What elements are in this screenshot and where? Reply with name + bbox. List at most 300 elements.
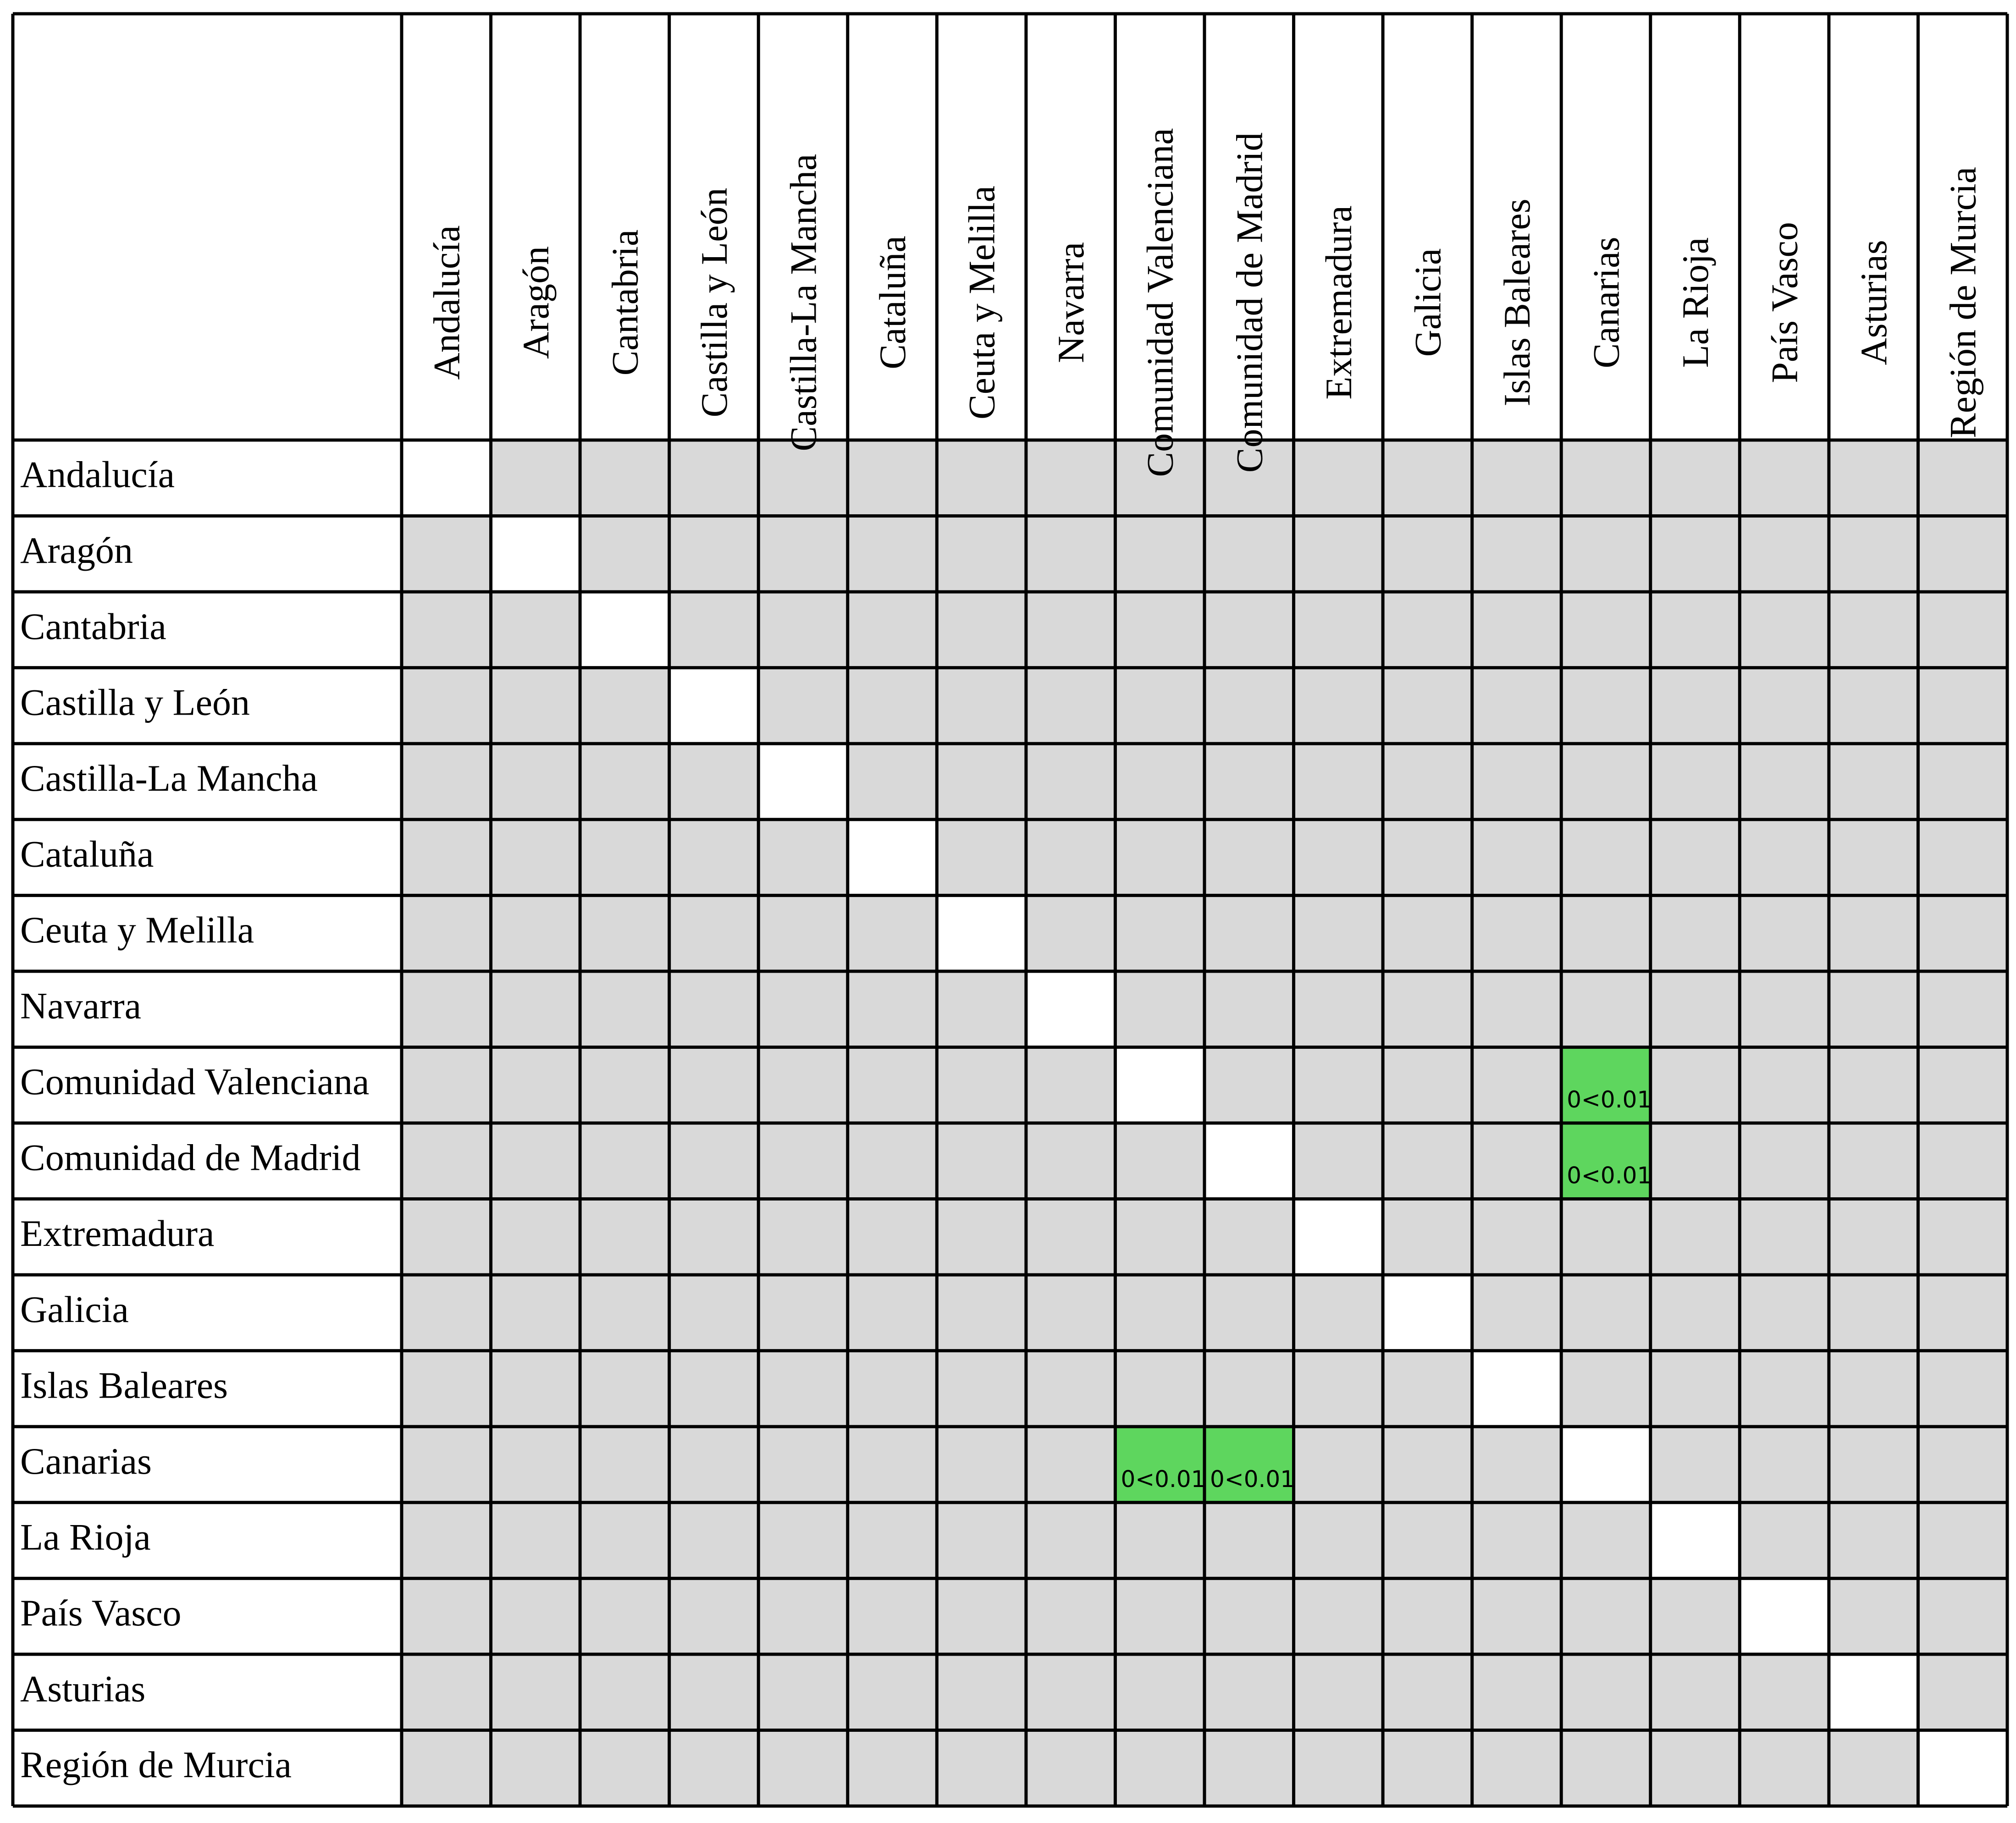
matrix-cell (669, 1426, 759, 1503)
matrix-cell (848, 1275, 937, 1351)
matrix-cell (1383, 1123, 1472, 1199)
row-label: Islas Baleares (20, 1364, 228, 1406)
matrix-cell (1561, 1351, 1651, 1427)
column-label: Cantabria (604, 229, 646, 376)
matrix-cell (1026, 1275, 1116, 1351)
matrix-cell (1472, 1730, 1562, 1806)
matrix-cell (1918, 592, 2007, 668)
matrix-cell (1829, 1275, 1918, 1351)
matrix-cell (1561, 895, 1651, 971)
matrix-cell (1829, 1351, 1918, 1427)
matrix-cell-diagonal (1651, 1503, 1740, 1579)
matrix-cell (1383, 440, 1472, 516)
matrix-cell (1472, 1047, 1562, 1123)
matrix-cell (1561, 440, 1651, 516)
row-label: Navarra (20, 985, 142, 1027)
column-label: Asturias (1853, 240, 1895, 365)
matrix-cell (1026, 1503, 1116, 1579)
matrix-cell (1472, 1275, 1562, 1351)
matrix-cell (1383, 1730, 1472, 1806)
matrix-cell (491, 1047, 580, 1123)
matrix-cell (669, 895, 759, 971)
matrix-cell (1651, 1578, 1740, 1654)
matrix-cell (1026, 1123, 1116, 1199)
row-label: Cataluña (20, 833, 154, 875)
matrix-cell (1204, 1047, 1294, 1123)
matrix-cell (1294, 1275, 1383, 1351)
matrix-cell (491, 592, 580, 668)
matrix-cell (758, 820, 848, 896)
row-label: Aragón (20, 529, 133, 572)
row-label: Castilla-La Mancha (20, 757, 318, 799)
matrix-cell (1472, 1654, 1562, 1730)
matrix-cell (1026, 744, 1116, 820)
matrix-cell (1472, 1426, 1562, 1503)
column-label: Aragón (514, 246, 557, 359)
column-label: La Rioja (1674, 237, 1717, 368)
matrix-cell (758, 1503, 848, 1579)
matrix-cell (1561, 820, 1651, 896)
matrix-cell (1651, 1654, 1740, 1730)
matrix-cell (1115, 1654, 1204, 1730)
matrix-cell (937, 744, 1026, 820)
matrix-cell (1294, 1578, 1383, 1654)
matrix-cell (1383, 744, 1472, 820)
matrix-cell (758, 1123, 848, 1199)
matrix-cell (1026, 440, 1116, 516)
matrix-cell (1026, 1426, 1116, 1503)
matrix-cell (937, 1047, 1026, 1123)
matrix-cell (402, 516, 491, 592)
matrix-cell (1472, 820, 1562, 896)
matrix-cell-diagonal (937, 895, 1026, 971)
matrix-cell (1383, 1654, 1472, 1730)
matrix-cell (758, 971, 848, 1047)
matrix-cell (491, 1351, 580, 1427)
row-label: Castilla y León (20, 681, 250, 723)
matrix-cell (1026, 895, 1116, 971)
matrix-cell (1472, 1578, 1562, 1654)
matrix-cell (402, 820, 491, 896)
matrix-cell (1204, 1654, 1294, 1730)
matrix-cell-diagonal (1294, 1199, 1383, 1275)
matrix-cell (1918, 1654, 2007, 1730)
matrix-cell (669, 1654, 759, 1730)
matrix-cell (1204, 1730, 1294, 1806)
matrix-cell (1740, 1275, 1829, 1351)
column-label: Canarias (1585, 237, 1627, 369)
matrix-cell (1918, 440, 2007, 516)
matrix-cell (1115, 1351, 1204, 1427)
matrix-cell (402, 1351, 491, 1427)
matrix-cell (1561, 592, 1651, 668)
matrix-cell (491, 971, 580, 1047)
matrix-cell (1294, 971, 1383, 1047)
matrix-cell (937, 1730, 1026, 1806)
matrix-cell (491, 820, 580, 896)
matrix-cell (1651, 516, 1740, 592)
matrix-cell (1561, 971, 1651, 1047)
matrix-cell (1918, 971, 2007, 1047)
matrix-cell (669, 744, 759, 820)
matrix-cell (1651, 971, 1740, 1047)
matrix-cell (580, 820, 669, 896)
matrix-cell (1026, 1199, 1116, 1275)
matrix-cell (491, 744, 580, 820)
matrix-cell (669, 971, 759, 1047)
column-label: País Vasco (1763, 222, 1806, 383)
matrix-cell (1294, 820, 1383, 896)
matrix-cell (1115, 668, 1204, 744)
matrix-cell (937, 971, 1026, 1047)
matrix-cell (1026, 1047, 1116, 1123)
matrix-cell (937, 1578, 1026, 1654)
matrix-cell (1472, 971, 1562, 1047)
column-label: Cataluña (872, 236, 914, 369)
matrix-cell (1115, 1730, 1204, 1806)
cell-value-label: 0<0.01 (1567, 1086, 1652, 1113)
row-label: Región de Murcia (20, 1744, 292, 1786)
matrix-cell (580, 895, 669, 971)
matrix-cell (1651, 895, 1740, 971)
matrix-cell (1115, 592, 1204, 668)
matrix-cell (1829, 1503, 1918, 1579)
matrix-cell (402, 1503, 491, 1579)
matrix-cell (1740, 1654, 1829, 1730)
matrix-cell (580, 1199, 669, 1275)
matrix-cell (580, 1351, 669, 1427)
matrix-cell (402, 1123, 491, 1199)
matrix-cell (848, 1426, 937, 1503)
matrix-cell (580, 1275, 669, 1351)
matrix-cell (1651, 1123, 1740, 1199)
matrix-cell (1472, 516, 1562, 592)
row-label: Ceuta y Melilla (20, 909, 254, 951)
matrix-cell (1383, 668, 1472, 744)
matrix-cell (402, 895, 491, 971)
matrix-cell (1740, 971, 1829, 1047)
matrix-cell (1651, 820, 1740, 896)
column-label: Extremadura (1317, 205, 1359, 400)
row-label: País Vasco (20, 1592, 182, 1634)
row-label: Galicia (20, 1288, 129, 1330)
row-label: Cantabria (20, 605, 166, 647)
matrix-cell (669, 1199, 759, 1275)
matrix-cell (1651, 1730, 1740, 1806)
matrix-cell (848, 440, 937, 516)
matrix-cell (1740, 1123, 1829, 1199)
matrix-cell-diagonal (1561, 1426, 1651, 1503)
matrix-cell (758, 1426, 848, 1503)
matrix-cell (1294, 1730, 1383, 1806)
matrix-cell (1294, 895, 1383, 971)
matrix-cell (1383, 895, 1472, 971)
matrix-cell (402, 971, 491, 1047)
cell-value-label: 0<0.01 (1567, 1162, 1652, 1189)
matrix-cell-diagonal (402, 440, 491, 516)
matrix-cell (1383, 820, 1472, 896)
matrix-cell (491, 1503, 580, 1579)
matrix-cell (1472, 440, 1562, 516)
matrix-cell (1026, 592, 1116, 668)
matrix-cell (1472, 1199, 1562, 1275)
matrix-cell (937, 1426, 1026, 1503)
column-label: Andalucía (425, 225, 468, 380)
matrix-cell (402, 1730, 491, 1806)
matrix-cell (1204, 820, 1294, 896)
matrix-cell (848, 1654, 937, 1730)
matrix-cell (1294, 1654, 1383, 1730)
matrix-cell (1829, 1426, 1918, 1503)
matrix-cell (1294, 516, 1383, 592)
matrix-cell (1115, 820, 1204, 896)
matrix-cell (580, 440, 669, 516)
column-label: Comunidad de Madrid (1228, 132, 1270, 473)
matrix-cell (1651, 668, 1740, 744)
matrix-cell (402, 1275, 491, 1351)
matrix-cell-diagonal (1026, 971, 1116, 1047)
matrix-cell (402, 1578, 491, 1654)
matrix-cell (1651, 440, 1740, 516)
matrix-cell (848, 668, 937, 744)
matrix-cell (1472, 895, 1562, 971)
matrix-cell (669, 1730, 759, 1806)
matrix-cell (1740, 1351, 1829, 1427)
matrix-cell (937, 592, 1026, 668)
matrix-cell (1918, 1351, 2007, 1427)
matrix-cell (1829, 1730, 1918, 1806)
matrix-cell-diagonal (669, 668, 759, 744)
matrix-cell (1918, 895, 2007, 971)
matrix-cell (1740, 1426, 1829, 1503)
matrix-cell (758, 1047, 848, 1123)
matrix-cell (937, 440, 1026, 516)
cell-value-label: 0<0.01 (1121, 1465, 1206, 1493)
matrix-cell (580, 1123, 669, 1199)
matrix-cell (758, 1730, 848, 1806)
column-label: Región de Murcia (1942, 166, 1984, 439)
matrix-cell (1829, 895, 1918, 971)
matrix-cell (937, 820, 1026, 896)
matrix-cell (1294, 1503, 1383, 1579)
matrix-cell (1204, 592, 1294, 668)
matrix-cell-diagonal (1383, 1275, 1472, 1351)
matrix-cell (580, 971, 669, 1047)
matrix-cell (580, 1654, 669, 1730)
matrix-cell-diagonal (1472, 1351, 1562, 1427)
matrix-cell (1204, 744, 1294, 820)
matrix-cell (937, 668, 1026, 744)
matrix-cell-diagonal (758, 744, 848, 820)
column-label: Castilla-La Mancha (782, 154, 824, 452)
matrix-cell (1204, 1199, 1294, 1275)
row-label: Comunidad de Madrid (20, 1136, 361, 1179)
matrix-cell (1294, 1047, 1383, 1123)
matrix-cell (580, 1730, 669, 1806)
matrix-cell (1383, 1351, 1472, 1427)
matrix-cell (1561, 1578, 1651, 1654)
matrix-cell (848, 895, 937, 971)
matrix-cell (1472, 592, 1562, 668)
matrix-cell (937, 1503, 1026, 1579)
matrix-cell (1740, 895, 1829, 971)
matrix-cell (1918, 1503, 2007, 1579)
matrix-cell (1740, 744, 1829, 820)
matrix-cell (1651, 1351, 1740, 1427)
matrix-cell (669, 1047, 759, 1123)
row-label: Canarias (20, 1440, 152, 1482)
matrix-cell (669, 820, 759, 896)
matrix-cell (937, 1123, 1026, 1199)
matrix-cell (1294, 592, 1383, 668)
matrix-cell (1918, 1426, 2007, 1503)
matrix-cell (848, 1730, 937, 1806)
row-label: Asturias (20, 1668, 146, 1710)
matrix-cell (491, 1426, 580, 1503)
matrix-cell (669, 1123, 759, 1199)
matrix-cell (848, 1047, 937, 1123)
matrix-cell (402, 744, 491, 820)
matrix-cell (491, 1275, 580, 1351)
matrix-cell-diagonal (848, 820, 937, 896)
matrix-cell (1294, 440, 1383, 516)
matrix-cell (1918, 1578, 2007, 1654)
matrix-cell (1383, 1047, 1472, 1123)
matrix-cell (1383, 1503, 1472, 1579)
matrix-cell (758, 1275, 848, 1351)
matrix-cell (580, 1047, 669, 1123)
matrix-cell (402, 1047, 491, 1123)
matrix-cell (848, 1578, 937, 1654)
matrix-cell (1829, 668, 1918, 744)
matrix-cell (848, 1123, 937, 1199)
matrix-cell (1115, 895, 1204, 971)
matrix-cell (758, 1351, 848, 1427)
matrix-cell (1918, 668, 2007, 744)
matrix-cell (491, 1123, 580, 1199)
matrix-cell (1383, 1426, 1472, 1503)
matrix-cell (848, 744, 937, 820)
matrix-cell (1294, 668, 1383, 744)
matrix-cell (1740, 592, 1829, 668)
column-label: Islas Baleares (1496, 198, 1538, 407)
row-label: Andalucía (20, 453, 175, 496)
matrix-cell (1561, 1654, 1651, 1730)
matrix-cell (1740, 820, 1829, 896)
matrix-cell (1472, 744, 1562, 820)
matrix-cell (1026, 1578, 1116, 1654)
matrix-cell (669, 1275, 759, 1351)
matrix-cell (402, 1426, 491, 1503)
matrix-cell (1383, 592, 1472, 668)
matrix-cell (937, 1654, 1026, 1730)
matrix-cell (937, 516, 1026, 592)
matrix-cell (758, 1654, 848, 1730)
matrix-cell (1115, 1578, 1204, 1654)
matrix-cell (1829, 1047, 1918, 1123)
matrix-cell (758, 1199, 848, 1275)
matrix-cell (1204, 668, 1294, 744)
matrix-cell-diagonal (1918, 1730, 2007, 1806)
matrix-cell (491, 1578, 580, 1654)
matrix-cell (1829, 592, 1918, 668)
matrix-cell (1829, 744, 1918, 820)
matrix-cell (848, 1199, 937, 1275)
matrix-cell (1829, 1199, 1918, 1275)
matrix-cell (1115, 971, 1204, 1047)
matrix-cell (848, 971, 937, 1047)
matrix-cell (848, 1351, 937, 1427)
matrix-cell (1472, 1503, 1562, 1579)
column-label: Comunidad Valenciana (1139, 128, 1181, 477)
matrix-cell (1651, 744, 1740, 820)
matrix-cell (1651, 1047, 1740, 1123)
matrix-cell-diagonal (1115, 1047, 1204, 1123)
matrix-cell (848, 592, 937, 668)
matrix-cell (580, 668, 669, 744)
matrix-cell (758, 592, 848, 668)
matrix-cell (402, 592, 491, 668)
matrix-cell-diagonal (1740, 1578, 1829, 1654)
matrix-cell (1026, 1730, 1116, 1806)
row-label: La Rioja (20, 1516, 151, 1558)
matrix-cell (1829, 1123, 1918, 1199)
matrix-cell (402, 1654, 491, 1730)
matrix-cell (580, 1578, 669, 1654)
row-label: Extremadura (20, 1212, 215, 1255)
matrix-cell (937, 1351, 1026, 1427)
matrix-cell (1026, 1351, 1116, 1427)
matrix-cell (1115, 1275, 1204, 1351)
matrix-cell (1829, 1578, 1918, 1654)
matrix-cell (1204, 1275, 1294, 1351)
matrix-cell (1829, 516, 1918, 592)
matrix-cell (1829, 440, 1918, 516)
matrix-cell (1472, 668, 1562, 744)
matrix-cell (1204, 516, 1294, 592)
matrix-cell (580, 1503, 669, 1579)
matrix-cell (1740, 1503, 1829, 1579)
matrix-cell (669, 516, 759, 592)
matrix-cell (1115, 1503, 1204, 1579)
matrix-cell (1383, 516, 1472, 592)
matrix-cell (491, 895, 580, 971)
column-label: Navarra (1050, 242, 1092, 363)
matrix-cell (402, 668, 491, 744)
matrix-cell (1740, 1199, 1829, 1275)
matrix-cell (1918, 820, 2007, 896)
matrix-cell (491, 1654, 580, 1730)
matrix-cell-diagonal (1829, 1654, 1918, 1730)
matrix-cell (1204, 1351, 1294, 1427)
matrix-cell (669, 592, 759, 668)
column-label: Galicia (1407, 248, 1449, 357)
matrix-cell (1204, 1578, 1294, 1654)
matrix-cell (1740, 516, 1829, 592)
matrix-cell (491, 1730, 580, 1806)
matrix-cell (1740, 440, 1829, 516)
matrix-cell (1294, 1123, 1383, 1199)
matrix-cell (1918, 1199, 2007, 1275)
matrix-cell (1651, 1199, 1740, 1275)
matrix-cell (937, 1199, 1026, 1275)
cell-value-label: 0<0.01 (1210, 1465, 1295, 1493)
matrix-cell (1115, 1123, 1204, 1199)
matrix-cell (1026, 516, 1116, 592)
matrix-cell (580, 744, 669, 820)
row-label: Comunidad Valenciana (20, 1061, 370, 1103)
matrix-cell (1561, 1199, 1651, 1275)
